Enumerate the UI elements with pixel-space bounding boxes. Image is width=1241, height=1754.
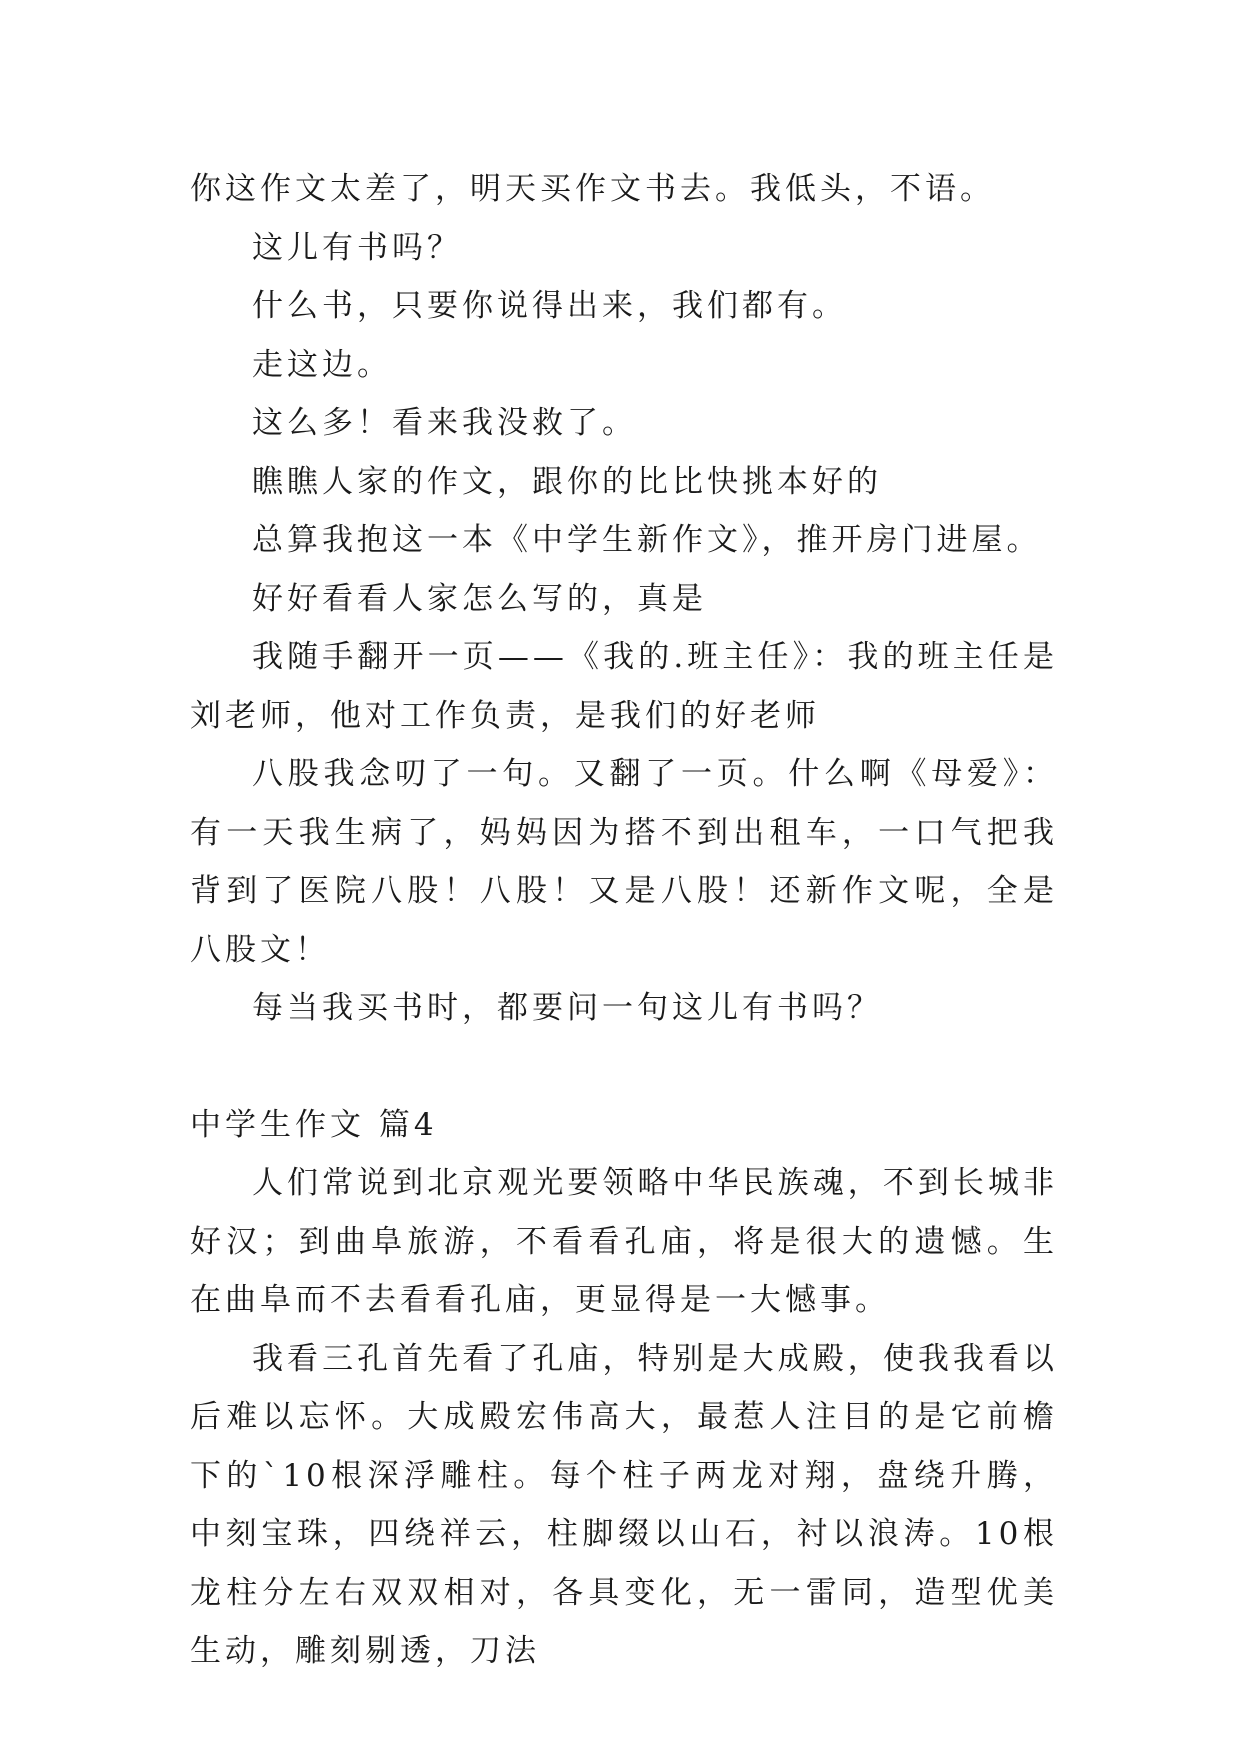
- paragraph: 我看三孔首先看了孔庙，特别是大成殿，使我我看以后难以忘怀。大成殿宏伟高大，最惹人注目的是它前檐下的`10根深浮雕柱。每个柱子两龙对翔，盘绕升腾，中刻宝珠，四绕祥云，柱脚缀以山石，衬以浪涛。10根龙柱分左右双双相对，各具变化，无一雷同，造型优美生动，雕刻剔透，刀法: [190, 1340, 1058, 1669]
- paragraph: 好好看看人家怎么写的，真是: [252, 580, 707, 617]
- paragraph: 这么多！看来我没救了。: [252, 405, 637, 441]
- paragraph: 什么书，只要你说得出来，我们都有。: [252, 288, 847, 324]
- paragraph: 总算我抱这一本《中学生新作文》，推开房门进屋。: [252, 522, 1042, 558]
- paragraph: 每当我买书时，都要问一句这儿有书吗？: [252, 990, 882, 1026]
- paragraph: 你这作文太差了，明天买作文书去。我低头，不语。: [190, 171, 995, 207]
- paragraph: 我随手翻开一页——《我的.班主任》：我的班主任是刘老师，他对工作负责，是我们的好老师: [190, 639, 1058, 734]
- paragraph: 这儿有书吗？: [252, 229, 462, 266]
- paragraph: 走这边。: [252, 346, 392, 383]
- document-body: [190, 160, 1058, 1681]
- paragraph: 八股我念叨了一句。又翻了一页。什么啊《母爱》：有一天我生病了，妈妈因为搭不到出租车，一口气把我背到了医院八股！八股！又是八股！还新作文呢，全是八股文！: [190, 756, 1058, 968]
- paragraph: 人们常说到北京观光要领略中华民族魂，不到长城非好汉；到曲阜旅游，不看看孔庙，将是很大的遗憾。生在曲阜而不去看看孔庙，更显得是一大憾事。: [190, 1165, 1058, 1318]
- section-heading: 中学生作文 篇4: [190, 1106, 438, 1143]
- paragraph: 瞧瞧人家的作文，跟你的比比快挑本好的: [252, 463, 882, 500]
